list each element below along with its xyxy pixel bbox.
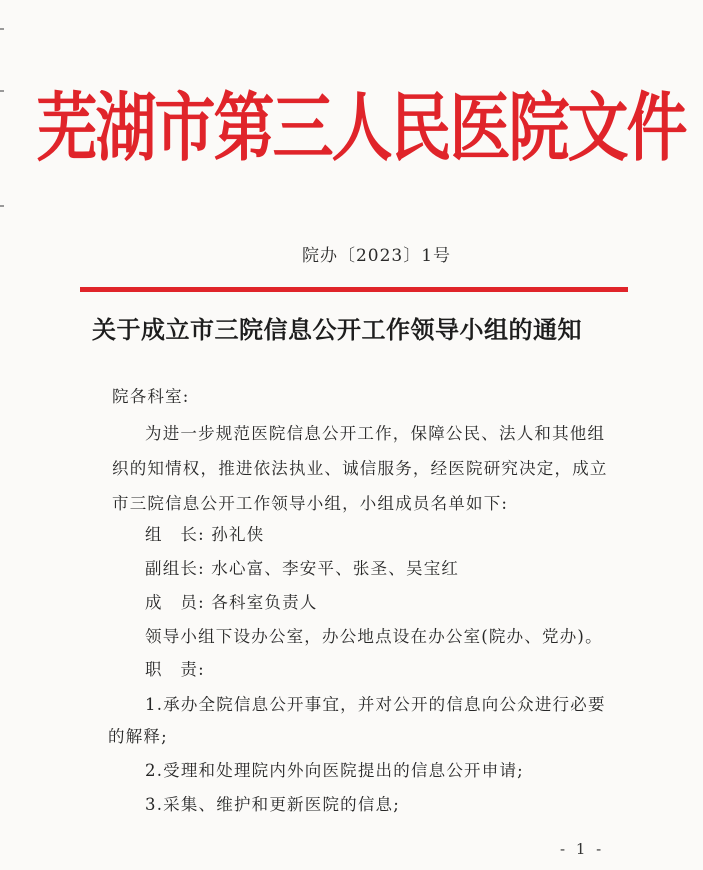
duties-heading: 职 责: [145, 660, 205, 679]
member-leader: 组 长: 孙礼侠 [145, 525, 265, 544]
page-number: - 1 - [560, 840, 605, 858]
document-number: 院办〔2023〕1号 [301, 246, 452, 266]
duty-item: 2.受理和处理院内外向医院提出的信息公开申请; [145, 761, 524, 780]
red-divider-line [80, 287, 628, 292]
scan-mark [0, 205, 4, 207]
duty-item: 1.承办全院信息公开事宜，并对公开的信息向公众进行必要 [145, 695, 606, 714]
member-members: 成 员: 各科室负责人 [145, 593, 318, 612]
body-line: 市三院信息公开工作领导小组，小组成员名单如下: [112, 494, 509, 513]
body-line: 领导小组下设办公室，办公地点设在办公室(院办、党办)。 [145, 627, 603, 646]
scan-mark [0, 90, 4, 92]
scan-mark [0, 28, 4, 30]
body-line: 织的知情权，推进依法执业、诚信服务，经医院研究决定，成立 [112, 459, 608, 478]
body-line: 为进一步规范医院信息公开工作，保障公民、法人和其他组 [145, 424, 606, 443]
duty-item-continued: 的解释; [108, 727, 168, 746]
duty-item: 3.采集、维护和更新医院的信息; [145, 795, 401, 814]
notice-title: 关于成立市三院信息公开工作领导小组的通知 [92, 315, 582, 344]
document-masthead: 芜湖市第三人民医院文件 [36, 84, 686, 172]
member-deputy: 副组长: 水心富、李安平、张圣、吴宝红 [145, 559, 460, 578]
salutation: 院各科室: [112, 387, 190, 406]
